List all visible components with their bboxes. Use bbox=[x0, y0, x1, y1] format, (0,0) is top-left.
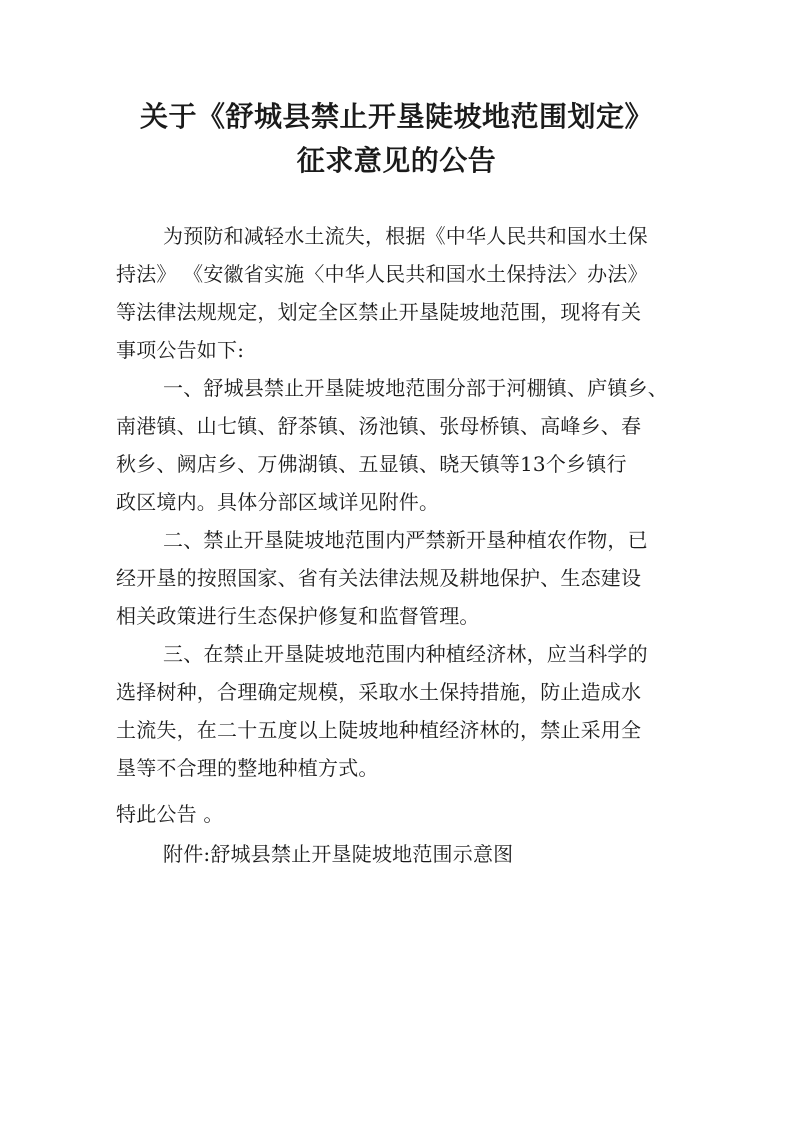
paragraph-intro-line-2: 持法》 《安徽省实施〈中华人民共和国水土保持法〉办法》 bbox=[116, 262, 648, 286]
attachment-line: 附件:舒城县禁止开垦陡坡地范围示意图 bbox=[163, 842, 514, 866]
item-2-line-2: 经开垦的按照国家、省有关法律法规及耕地保护、生态建设 bbox=[116, 566, 642, 590]
paragraph-intro-line-4: 事项公告如下: bbox=[116, 338, 245, 362]
item-3-line-2: 选择树种，合理确定规模，采取水土保持措施，防止造成水 bbox=[116, 680, 642, 704]
paragraph-intro-line-1: 为预防和减轻水土流失，根据《中华人民共和国水土保 bbox=[163, 224, 648, 248]
item-1-line-4: 政区境内。具体分部区域详见附件。 bbox=[116, 490, 440, 514]
document-title-line-2: 征求意见的公告 bbox=[296, 144, 497, 177]
paragraph-intro-line-3: 等法律法规规定，划定全区禁止开垦陡坡地范围，现将有关 bbox=[116, 300, 642, 324]
item-2-line-3: 相关政策进行生态保护修复和监督管理。 bbox=[116, 604, 480, 628]
item-2-line-1: 二、禁止开垦陡坡地范围内严禁新开垦种植农作物，已 bbox=[163, 528, 648, 552]
closing-line: 特此公告 。 bbox=[116, 802, 224, 826]
document-title-line-1: 关于《舒城县禁止开垦陡坡地范围划定》 bbox=[139, 100, 653, 133]
item-3-line-1: 三、在禁止开垦陡坡地范围内种植经济林，应当科学的 bbox=[163, 642, 648, 666]
item-1-line-1: 一、舒城县禁止开垦陡坡地范围分部于河棚镇、庐镇乡、 bbox=[163, 376, 668, 400]
item-1-line-3: 秋乡、阙店乡、万佛湖镇、五显镇、晓天镇等13个乡镇行 bbox=[116, 452, 627, 476]
item-1-line-2: 南港镇、山七镇、舒茶镇、汤池镇、张母桥镇、高峰乡、春 bbox=[116, 414, 642, 438]
item-3-line-3: 土流失，在二十五度以上陡坡地种植经济林的，禁止采用全 bbox=[116, 718, 642, 742]
item-3-line-4: 垦等不合理的整地种植方式。 bbox=[116, 756, 379, 780]
